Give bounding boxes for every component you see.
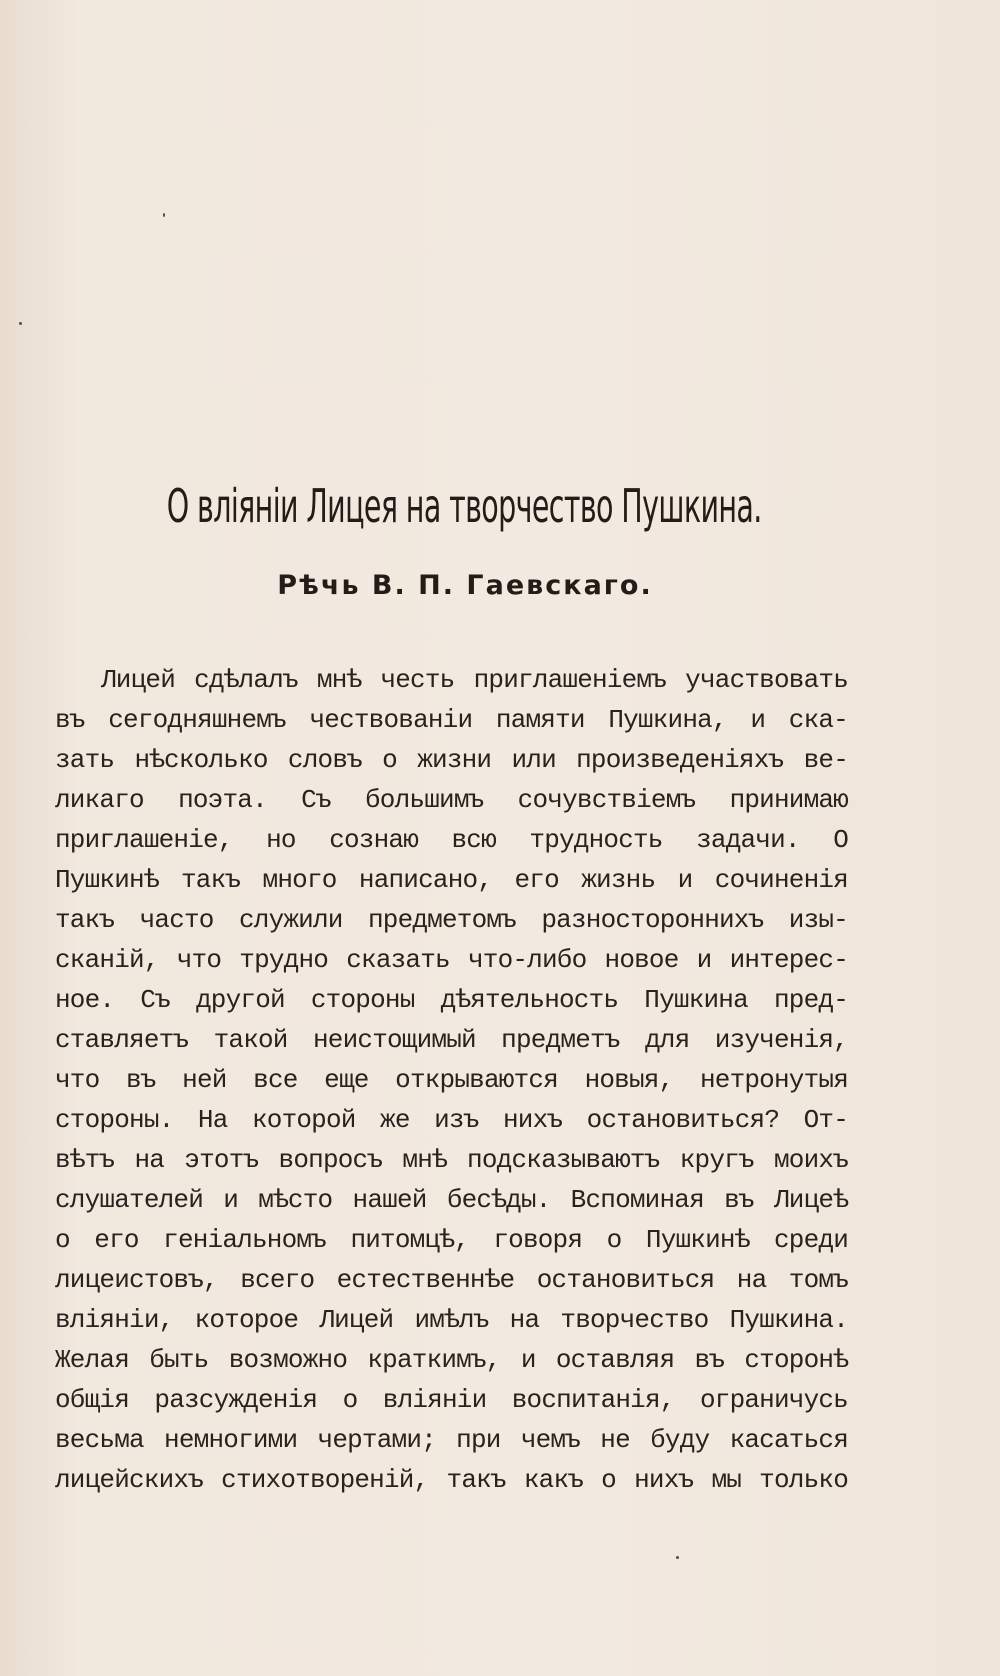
text-line: Пушкинѣ такъ много написано, его жизнь и сочиненія — [55, 865, 848, 895]
text-line: вѣтъ на этотъ вопросъ мнѣ подсказываютъ кругъ моихъ — [55, 1145, 848, 1175]
text-line: лицеистовъ, всего естественнѣе остановиться на томъ — [55, 1265, 848, 1295]
page-speck — [163, 213, 165, 217]
text-line: ликаго поэта. Съ большимъ сочувствіемъ принимаю — [55, 785, 848, 815]
text-line: Лицей сдѣлалъ мнѣ честь приглашеніемъ участвовать — [101, 665, 848, 695]
text-line: слушателей и мѣсто нашей бесѣды. Вспоминая въ Лицеѣ — [55, 1185, 848, 1215]
text-line: такъ часто служили предметомъ разностороннихъ изы- — [55, 905, 848, 935]
text-line: лицейскихъ стихотвореній, такъ какъ о нихъ мы только — [55, 1465, 848, 1495]
text-line: о его геніальномъ питомцѣ, говоря о Пушкинѣ среди — [55, 1225, 848, 1255]
text-line: въ сегодняшнемъ чествованіи памяти Пушкина, и ска- — [55, 705, 848, 735]
text-line: ставляетъ такой неистощимый предметъ для изученія, — [55, 1025, 848, 1055]
page-subtitle: Рѣчь В. П. Гаевскаго. — [277, 570, 653, 602]
text-line: вліяніи, которое Лицей имѣлъ на творчество Пушкина. — [55, 1305, 848, 1335]
page-speck — [19, 322, 22, 325]
page-title: О вліяніи Лицея на творчество Пушкина. — [166, 478, 762, 533]
text-line: общія разсужденія о вліяніи воспитанія, ограничусь — [55, 1385, 848, 1415]
text-line: сканій, что трудно сказать что-либо новое и интерес- — [55, 945, 848, 975]
body-text — [55, 660, 848, 1500]
text-line: зать нѣсколько словъ о жизни или произведеніяхъ ве- — [55, 745, 848, 775]
text-line: весьма немногими чертами; при чемъ не буду касаться — [55, 1425, 848, 1455]
text-line: приглашеніе, но сознаю всю трудность задачи. О — [55, 825, 848, 855]
text-line: ное. Съ другой стороны дѣятельность Пушкина пред- — [55, 985, 848, 1015]
text-line: стороны. На которой же изъ нихъ остановиться? От- — [55, 1105, 848, 1135]
page-speck — [676, 1556, 679, 1559]
text-line: Желая быть возможно краткимъ, и оставляя въ сторонѣ — [55, 1345, 848, 1375]
text-line: что въ ней все еще открываются новыя, нетронутыя — [55, 1065, 848, 1095]
